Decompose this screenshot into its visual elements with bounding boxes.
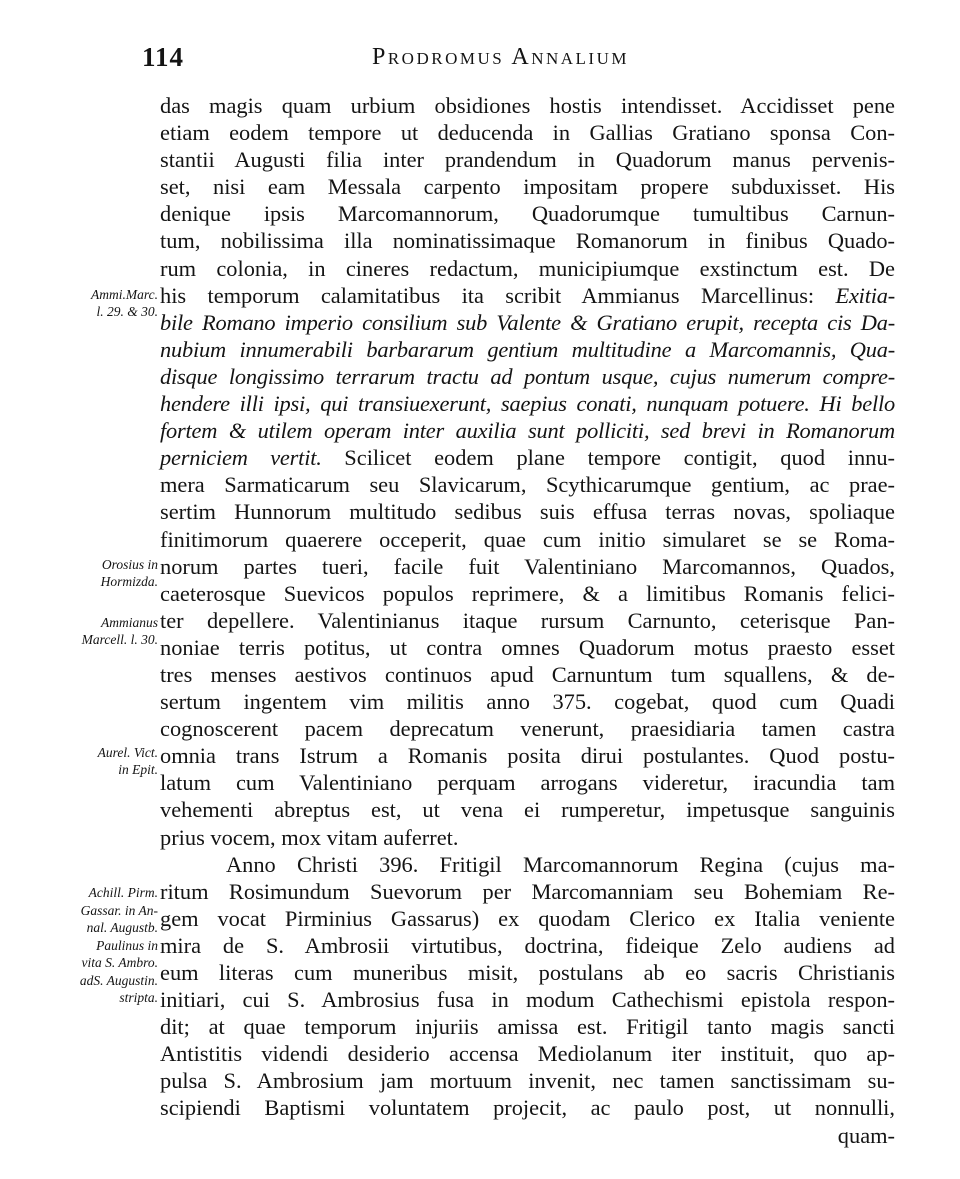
text-line xyxy=(160,200,895,227)
roman-text: sertim Hunnorum multitudo sedibus suis effusa terras novas, spoliaque xyxy=(160,499,895,525)
text-line xyxy=(160,390,895,417)
roman-text: vehementi abreptus est, ut vena ei rumperetur, impetusque sanguinis xyxy=(160,797,895,823)
text-line xyxy=(160,742,895,769)
roman-text: ritum Rosimundum Suevorum per Marcomanniam seu Bohemiam Re- xyxy=(160,878,895,904)
roman-text: Scilicet eodem plane tempore contigit, quod innu- xyxy=(321,445,895,471)
text-line xyxy=(160,905,895,932)
roman-text: prius vocem, mox vitam auferret. xyxy=(160,824,459,850)
roman-text: scipiendi Baptismi voluntatem projecit, ac paulo post, ut nonnulli, xyxy=(160,1095,895,1121)
text-line xyxy=(160,553,895,580)
marginal-line: in Epit. xyxy=(118,761,158,777)
text-line xyxy=(160,92,895,119)
main-text-block xyxy=(160,92,895,1149)
roman-text: initiari, cui S. Ambrosius fusa in modum Cathechismi epistola respon- xyxy=(160,987,895,1013)
text-line xyxy=(160,1067,895,1094)
text-line xyxy=(160,769,895,796)
text-line xyxy=(160,1040,895,1067)
text-line xyxy=(160,498,895,525)
text-line xyxy=(160,1122,895,1149)
marginal-note-ammianus-2 xyxy=(30,615,158,648)
roman-text: latum cum Valentiniano perquam arrogans videretur, iracundia tam xyxy=(160,770,895,796)
text-line xyxy=(160,363,895,390)
text-line xyxy=(160,444,895,471)
roman-text: quam- xyxy=(837,1122,895,1148)
text-line xyxy=(160,986,895,1013)
roman-text: sertum ingentem vim militis anno 375. cogebat, quod cum Quadi xyxy=(160,689,895,715)
text-line xyxy=(160,878,895,905)
marginal-line: Ammi.Marc. xyxy=(91,287,158,302)
marginal-line: Marcell. l. 30. xyxy=(81,631,158,647)
italic-text: bile Romano imperio consilium sub Valente & Gratiano erupit, recepta cis Da- xyxy=(160,309,895,335)
text-line xyxy=(160,336,895,363)
roman-text: tum, nobilissima illa nominatissimaque Romanorum in finibus Quado- xyxy=(160,228,895,254)
roman-text: his temporum calamitatibus ita scribit Ammianus Marcellinus: xyxy=(160,282,836,308)
text-line xyxy=(160,526,895,553)
roman-text: stantii Augusti filia inter prandendum in Quadorum manus pervenis- xyxy=(160,147,895,173)
marginal-line: Orosius in xyxy=(101,557,158,572)
text-line xyxy=(160,119,895,146)
roman-text: norum partes tueri, facile fuit Valentiniano Marcomannos, Quados, xyxy=(160,553,895,579)
marginal-note-aurelius-victor xyxy=(30,745,158,778)
roman-text: rum colonia, in cineres redactum, municipiumque exstinctum est. De xyxy=(160,255,895,281)
italic-text: perniciem vertit. xyxy=(160,445,322,471)
marginal-note-pirminius xyxy=(30,884,158,1007)
roman-text: etiam eodem tempore ut deducenda in Gallias Gratiano sponsa Con- xyxy=(160,120,895,146)
roman-text: cognoscerent pacem deprecatum venerunt, praesidiaria tamen castra xyxy=(160,716,895,742)
roman-text: mira de S. Ambrosii virtutibus, doctrina, fideique Zelo audiens ad xyxy=(160,932,895,958)
roman-text: eum literas cum muneribus misit, postulans ab eo sacris Christianis xyxy=(160,960,895,985)
text-line xyxy=(160,471,895,498)
text-line xyxy=(160,959,895,986)
text-line xyxy=(160,580,895,607)
text-line xyxy=(160,1094,895,1121)
italic-text: disque longissimo terrarum tractu ad pontum usque, cujus numerum compre- xyxy=(160,363,895,389)
marginal-line: Achill. Pirm. xyxy=(88,885,158,900)
text-line xyxy=(160,851,895,878)
italic-text: fortem & utilem operam inter auxilia sunt polliciti, sed brevi in Romanorum xyxy=(160,418,895,444)
text-line xyxy=(160,146,895,173)
marginal-line: adS. Augustin. xyxy=(79,972,158,988)
marginal-line: Hormizda. xyxy=(100,573,158,589)
text-line xyxy=(160,417,895,444)
marginal-line: nal. Augustb. xyxy=(86,920,158,935)
roman-text: dit; at quae temporum injuriis amissa est. Fritigil tanto magis sancti xyxy=(160,1014,895,1040)
marginal-line: Gassar. in An- xyxy=(80,902,158,918)
roman-text: das magis quam urbium obsidiones hostis intendisset. Accidisset pene xyxy=(160,93,895,118)
roman-text: mera Sarmaticarum seu Slavicarum, Scythicarumque gentium, ac prae- xyxy=(160,472,895,498)
text-line xyxy=(160,607,895,634)
marginal-line: Paulinus in xyxy=(96,937,158,953)
roman-text: caeterosque Suevicos populos reprimere, & a limitibus Romanis felici- xyxy=(160,580,895,606)
running-title: Prodromus Annalium xyxy=(372,44,629,70)
text-line xyxy=(160,173,895,200)
roman-text: pulsa S. Ambrosium jam mortuum invenit, nec tamen sanctissimam su- xyxy=(160,1068,895,1094)
text-line xyxy=(160,824,895,851)
roman-text: gem vocat Pirminius Gassarus) ex quodam Clerico ex Italia veniente xyxy=(160,905,895,931)
text-line xyxy=(160,227,895,254)
text-line xyxy=(160,282,895,309)
italic-text: Exitia- xyxy=(835,282,895,308)
text-line xyxy=(160,796,895,823)
roman-text: finitimorum quaerere occeperit, quae cum initio simularet se se Roma- xyxy=(160,526,895,552)
text-line xyxy=(160,661,895,688)
italic-text: hendere illi ipsi, qui transiuexerunt, saepius conati, nunquam potuere. Hi bello xyxy=(160,391,895,417)
page-number: 114 xyxy=(142,42,185,72)
roman-text: tres menses aestivos continuos apud Carnuntum tum squallens, & de- xyxy=(160,661,895,687)
text-line xyxy=(160,688,895,715)
roman-text: omnia trans Istrum a Romanis posita dirui postulantes. Quod postu- xyxy=(160,743,895,769)
text-line xyxy=(160,1013,895,1040)
roman-text: ter depellere. Valentinianus itaque rursum Carnunto, ceterisque Pan- xyxy=(160,607,895,633)
marginal-note-orosius xyxy=(30,557,158,590)
running-head xyxy=(142,42,902,82)
text-line xyxy=(160,255,895,282)
marginal-note-ammianus-1 xyxy=(30,287,158,320)
text-line xyxy=(160,309,895,336)
roman-text: denique ipsis Marcomannorum, Quadorumque tumultibus Carnun- xyxy=(160,201,895,227)
marginal-line: vita S. Ambro. xyxy=(81,955,158,970)
roman-text: Anno Christi 396. Fritigil Marcomannorum Regina (cujus ma- xyxy=(226,851,895,877)
roman-text: Antistitis videndi desiderio accensa Mediolanum iter instituit, quo ap- xyxy=(160,1041,895,1067)
marginal-line: l. 29. & 30. xyxy=(96,303,158,319)
marginal-line: stripta. xyxy=(119,990,158,1005)
italic-text: nubium innumerabili barbararum gentium multitudine a Marcomannis, Qua- xyxy=(160,336,895,362)
text-line xyxy=(160,715,895,742)
text-line xyxy=(160,634,895,661)
text-line xyxy=(160,932,895,959)
marginal-line: Ammianus xyxy=(101,615,158,630)
marginal-line: Aurel. Vict. xyxy=(97,745,158,760)
roman-text: set, nisi eam Messala carpento impositam propere subduxisset. His xyxy=(160,174,895,200)
roman-text: noniae terris potitus, ut contra omnes Quadorum motus praesto esset xyxy=(160,634,895,660)
